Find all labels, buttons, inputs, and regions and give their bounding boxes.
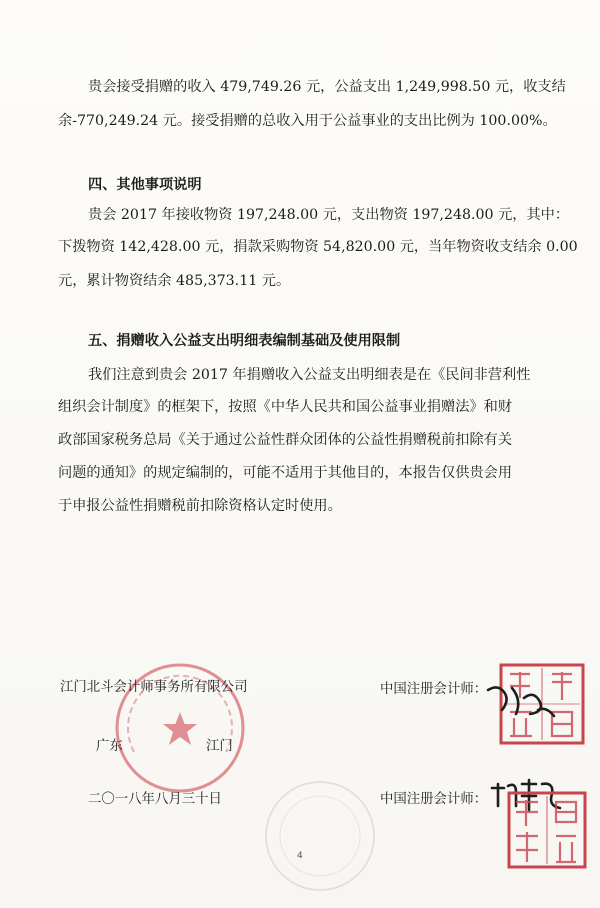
- cpa-seal-2: [506, 790, 588, 870]
- section4-line-3: 元，累计物资结余 485,373.11 元。: [58, 273, 291, 289]
- embossed-seal: [262, 778, 378, 894]
- section5-line-2: 组织会计制度》的框架下，按照《中华人民共和国公益事业捐赠法》和财: [58, 399, 513, 415]
- section4-line-1: 贵会 2017 年接收物资 197,248.00 元，支出物资 197,248.00 元，其中：: [88, 207, 570, 223]
- section5-line-4: 问题的通知》的规定编制的，可能不适用于其他目的，本报告仅供贵会用: [58, 465, 513, 481]
- signature-date: 二〇一八年八月三十日: [88, 792, 222, 807]
- firm-name: 江门北斗会计师事务所有限公司: [60, 680, 248, 695]
- handwritten-signature-1: [482, 680, 558, 722]
- section5-heading: 五、捐赠收入公益支出明细表编制基础及使用限制: [88, 333, 401, 349]
- section5-line-3: 政部国家税务总局《关于通过公益性群众团体的公益性捐赠税前扣除有关: [58, 432, 513, 448]
- section5-line-1: 我们注意到贵会 2017 年捐赠收入公益支出明细表是在《民间非营利性: [88, 367, 531, 383]
- province-text: 广东: [96, 739, 123, 754]
- city-text: 江门: [206, 739, 233, 754]
- section3-line-1: 贵会接受捐赠的收入 479,749.26 元，公益支出 1,249,998.50 元，收支结: [88, 79, 566, 95]
- section5-line-5: 于申报公益性捐赠税前扣除资格认定时使用。: [58, 498, 342, 514]
- cpa-label-2: 中国注册会计师：: [380, 792, 488, 807]
- section4-heading: 四、其他事项说明: [88, 177, 202, 193]
- cpa-label-1: 中国注册会计师：: [380, 682, 488, 697]
- section4-line-2: 下拨物资 142,428.00 元，捐款采购物资 54,820.00 元，当年物资收支结余 0.00: [58, 239, 578, 255]
- section3-line-2: 余-770,249.24 元。接受捐赠的总收入用于公益事业的支出比例为 100.00%。: [58, 113, 557, 129]
- page-number: 4: [297, 851, 303, 861]
